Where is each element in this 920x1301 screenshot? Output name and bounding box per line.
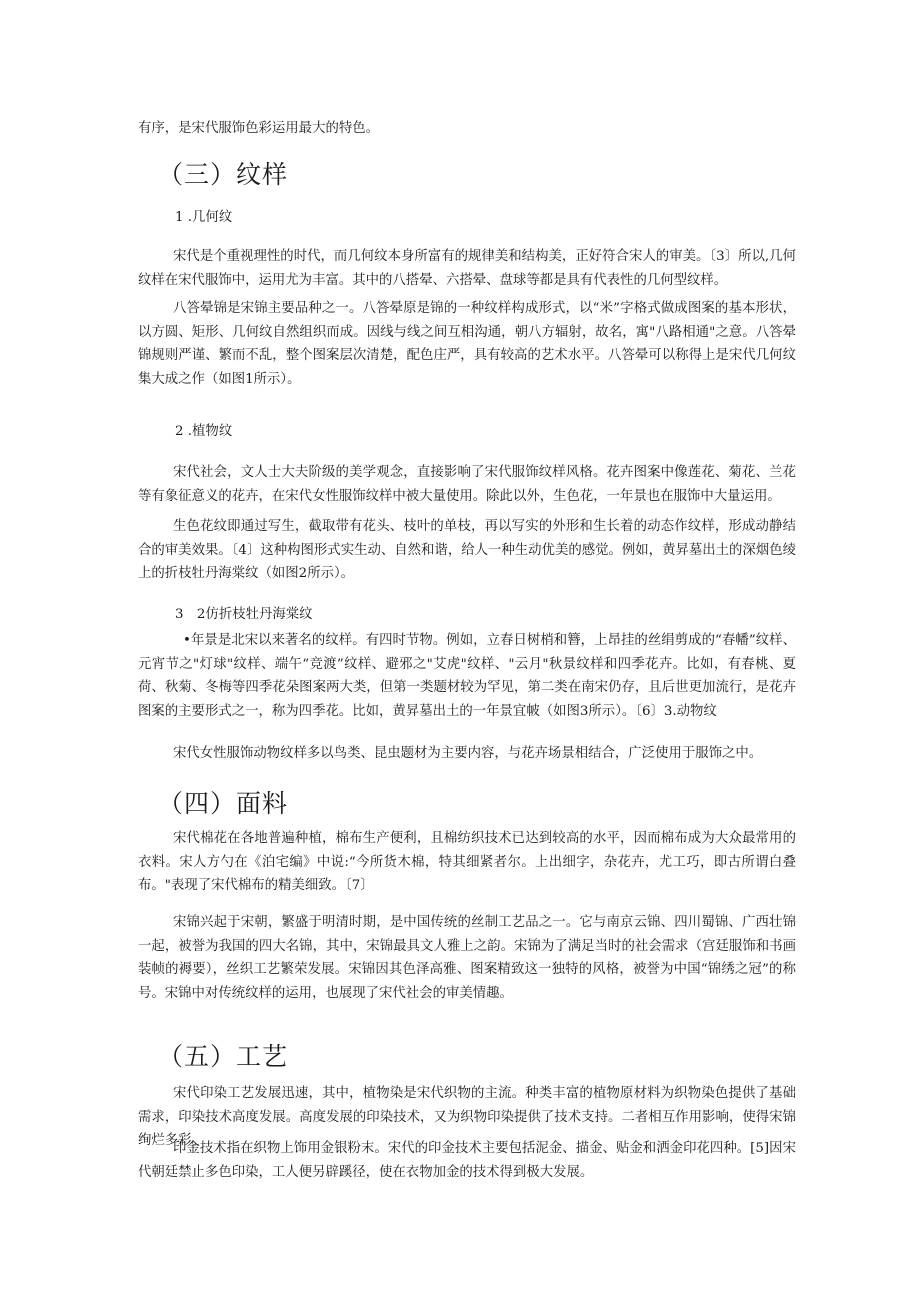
section-heading-patterns: （三）纹样: [158, 160, 289, 189]
paragraph-gold-printing: 印金技术指在织物上饰用金银粉末。宋代的印金技术主要包括泥金、描金、贴金和洒金印花四种。[5]因宋代朝廷禁止多色印染，工人便另辟蹊径，使在衣物加金的技术得到极大发展。: [138, 1141, 796, 1180]
paragraph-animal: 宋代女性服饰动物纹样多以鸟类、昆虫题材为主要内容，与花卉场景相结合，广泛使用于服饰之中。: [173, 746, 763, 761]
paragraph-continuation: 有序，是宋代服饰色彩运用最大的特色。: [138, 121, 380, 136]
subheading-plant: 2 .植物纹: [175, 424, 233, 439]
figure-caption: 3 2仿折枝牡丹海棠纹: [175, 607, 313, 622]
section-heading-craft: （五）工艺: [158, 1042, 289, 1071]
paragraph-shengse-flower: 生色花纹即通过写生，截取带有花头、枝叶的单枝，再以写实的外形和生长着的动态作纹样，形成动静结合的审美效果。〔4〕这种构图形式实生动、自然和谐，给人一种生动优美的感觉。例如，黄昇墓出土的深烟色绫上的折枝牡丹海棠纹（如图2所示）。: [138, 519, 796, 581]
paragraph-songjin: 宋锦兴起于宋朝，繁盛于明清时期，是中国传统的丝制工艺品之一。它与南京云锦、四川蜀锦、广西壮锦一起，被誉为我国的四大名锦，其中，宋锦最具文人雅上之韵。宋锦为了满足当时的社会需求（宫廷服饰和书画装帧的褥要），丝织工艺繁荣发展。宋锦因其色泽高雅、图案精致这一独特的风格，被誉为中国“锦绣之冠”的称号。宋锦中对传统纹样的运用，也展现了宋代社会的审美情趣。: [138, 915, 796, 1001]
paragraph-plant-intro: 宋代社会，文人士大夫阶级的美学观念，直接影响了宋代服饰纹样风格。花卉图案中像莲花、菊花、兰花等有象征意义的花卉，在宋代女性服饰纹样中被大量使用。除此以外，生色花，一年景也在服饰中大量运用。: [138, 465, 796, 504]
paragraph-cotton: 宋代棉花在各地普遍种植，棉布生产便利，且棉纺织技术已达到较高的水平，因而棉布成为大众最常用的衣料。宋人方勺在《泊宅编》中说:“今所货木棉，特其细紧者尔。上出细字，杂花卉，尤工巧，即古所谓白叠布。"表现了宋代棉布的精美细致。〔7〕: [138, 831, 796, 893]
section-heading-fabric: （四）面料: [158, 789, 289, 818]
paragraph-badayun: 八答晕锦是宋锦主要品种之一。八答晕原是锦的一种纹样构成形式，以“米”字格式做成图案的基本形状，以方圆、矩形、几何纹自然组织而成。因线与线之间互相沟通，朝八方辐射，故名，寓"八路相通"之意。八答晕锦规则严谨、繁而不乱，整个图案层次清楚，配色庄严，具有较高的艺术水平。八答晕可以称得上是宋代几何纹集大成之作（如图1所示）。: [138, 301, 796, 387]
subheading-geometric: 1 .几何纹: [175, 210, 233, 225]
paragraph-yinianjing: •年景是北宋以来著名的纹样。有四时节物。例如，立春日树梢和簪，上昂挂的丝绢剪成的“春幡”纹样、元宵节之"灯球"纹样、端午“竞渡”纹样、避邪之"艾虎"纹样、"云月"秋景纹样和四季花卉。比如，有春桃、夏荷、秋菊、冬梅等四季花朵图案两大类，但第一类题材较为罕见，第二类在南宋仍存，且后世更加流行，是花卉图案的主要形式之一，称为四季花。比如，黄昇墓出土的一年景宜帔（如图3所示）。〔6〕3.动物纹: [138, 633, 796, 719]
paragraph-geometric-intro: 宋代是个重视理性的时代，而几何纹本身所富有的规律美和结构美，正好符合宋人的审美。〔3〕所以,几何纹样在宋代服饰中，运用尤为丰富。其中的八搭晕、六搭晕、盘球等都是具有代表性的几何型纹样。: [138, 249, 796, 288]
paragraph-dyeing: 宋代印染工艺发展迅速，其中，植物染是宋代织物的主流。种类丰富的植物原材料为织物染色提供了基础需求，印染技术高度发展。高度发展的印染技术，又为织物印染提供了技术支持。二者相互作用影响，使得宋锦绚烂多彩。: [138, 1086, 796, 1148]
